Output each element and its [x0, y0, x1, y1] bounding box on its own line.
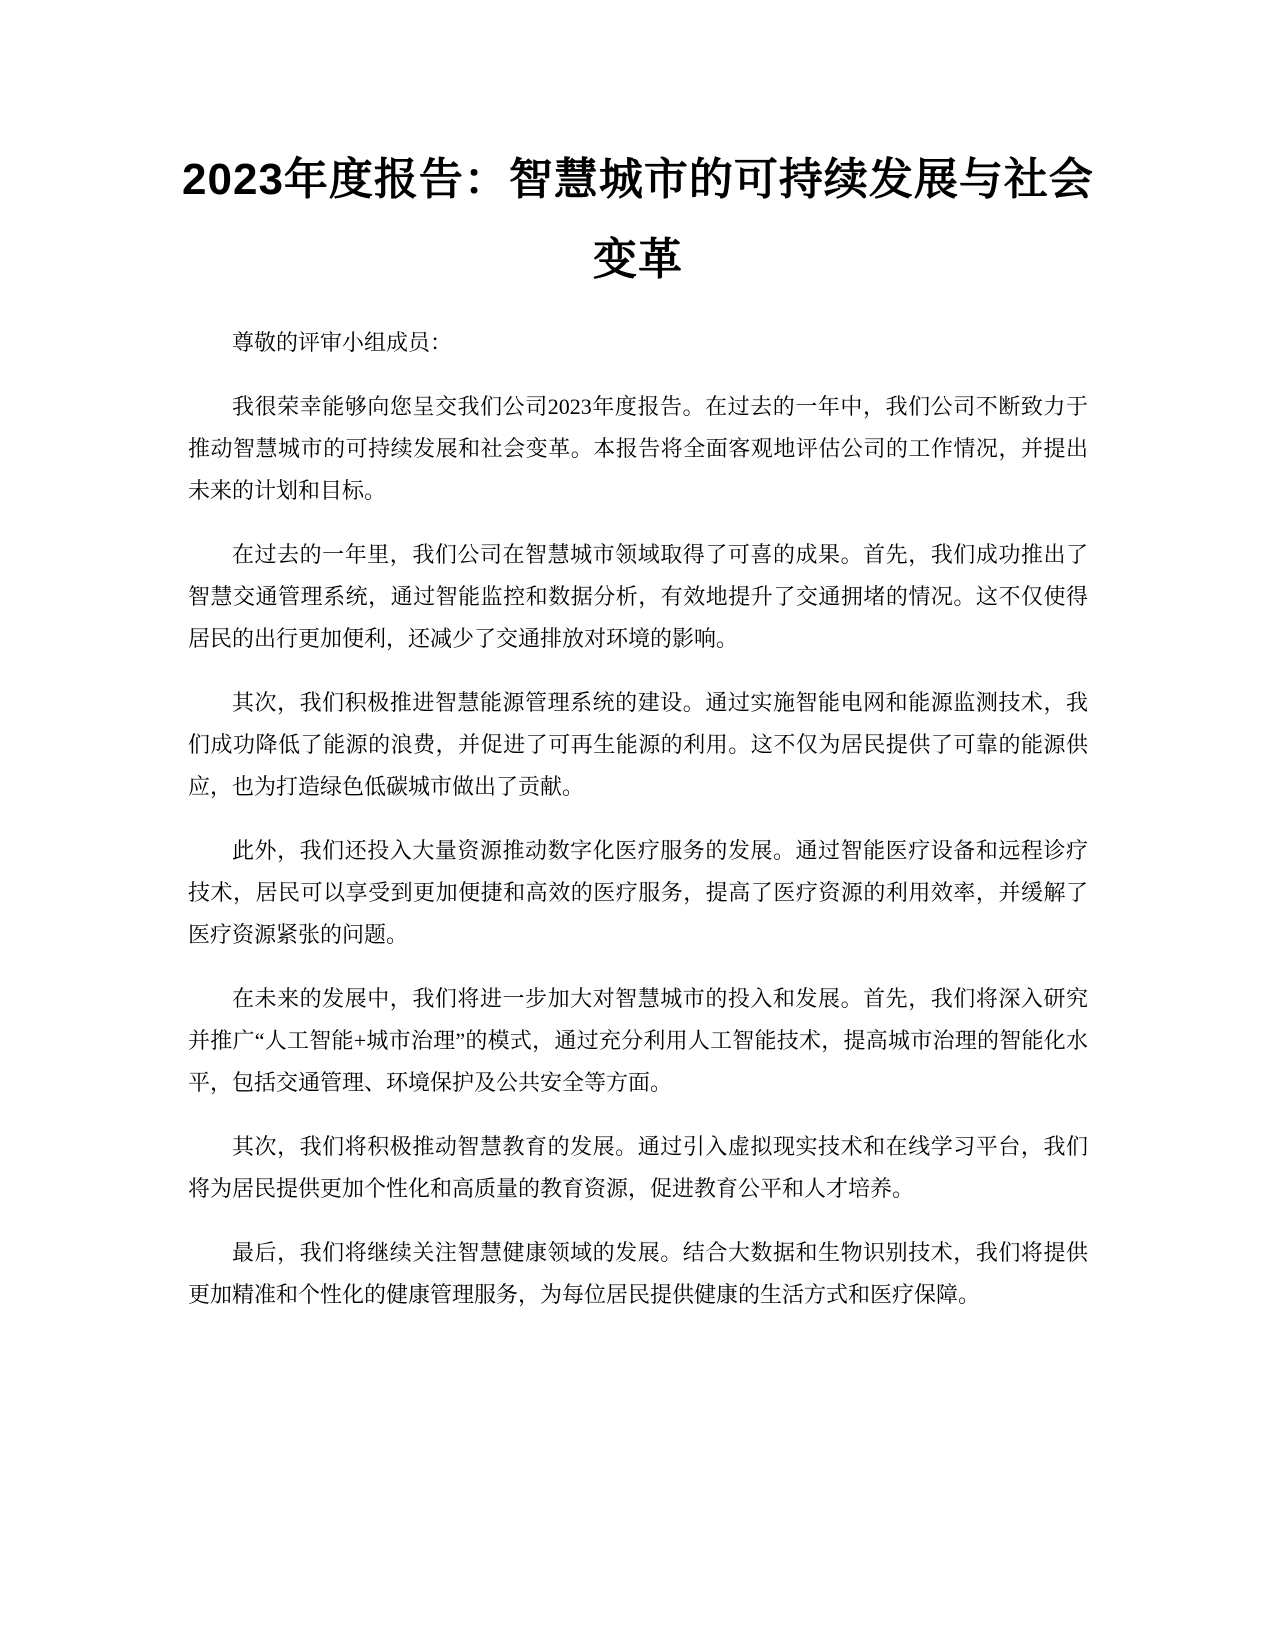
document-title: 2023年度报告：智慧城市的可持续发展与社会变革 — [182, 155, 1094, 284]
body-paragraph: 在未来的发展中，我们将进一步加大对智慧城市的投入和发展。首先，我们将深入研究并推广“人工智能+城市治理”的模式，通过充分利用人工智能技术，提高城市治理的智能化水平，包括交通管理、环境保护及公共安全等方面。 — [188, 986, 1088, 1095]
body-paragraph: 其次，我们将积极推动智慧教育的发展。通过引入虚拟现实技术和在线学习平台，我们将为居民提供更加个性化和高质量的教育资源，促进教育公平和人才培养。 — [188, 1134, 1088, 1201]
body-paragraph: 在过去的一年里，我们公司在智慧城市领域取得了可喜的成果。首先，我们成功推出了智慧交通管理系统，通过智能监控和数据分析，有效地提升了交通拥堵的情况。这不仅使得居民的出行更加便利，还减少了交通排放对环境的影响。 — [188, 542, 1088, 651]
body-paragraph: 此外，我们还投入大量资源推动数字化医疗服务的发展。通过智能医疗设备和远程诊疗技术，居民可以享受到更加便捷和高效的医疗服务，提高了医疗资源的利用效率，并缓解了医疗资源紧张的问题。 — [188, 838, 1088, 947]
body-paragraph: 最后，我们将继续关注智慧健康领域的发展。结合大数据和生物识别技术，我们将提供更加精准和个性化的健康管理服务，为每位居民提供健康的生活方式和医疗保障。 — [188, 1240, 1088, 1307]
body-paragraph: 其次，我们积极推进智慧能源管理系统的建设。通过实施智能电网和能源监测技术，我们成功降低了能源的浪费，并促进了可再生能源的利用。这不仅为居民提供了可靠的能源供应，也为打造绿色低碳城市做出了贡献。 — [188, 690, 1088, 799]
salutation-paragraph: 尊敬的评审小组成员： — [232, 330, 453, 355]
document-body — [188, 322, 1088, 1338]
body-paragraph: 我很荣幸能够向您呈交我们公司2023年度报告。在过去的一年中，我们公司不断致力于推动智慧城市的可持续发展和社会变革。本报告将全面客观地评估公司的工作情况，并提出未来的计划和目标。 — [188, 394, 1088, 503]
